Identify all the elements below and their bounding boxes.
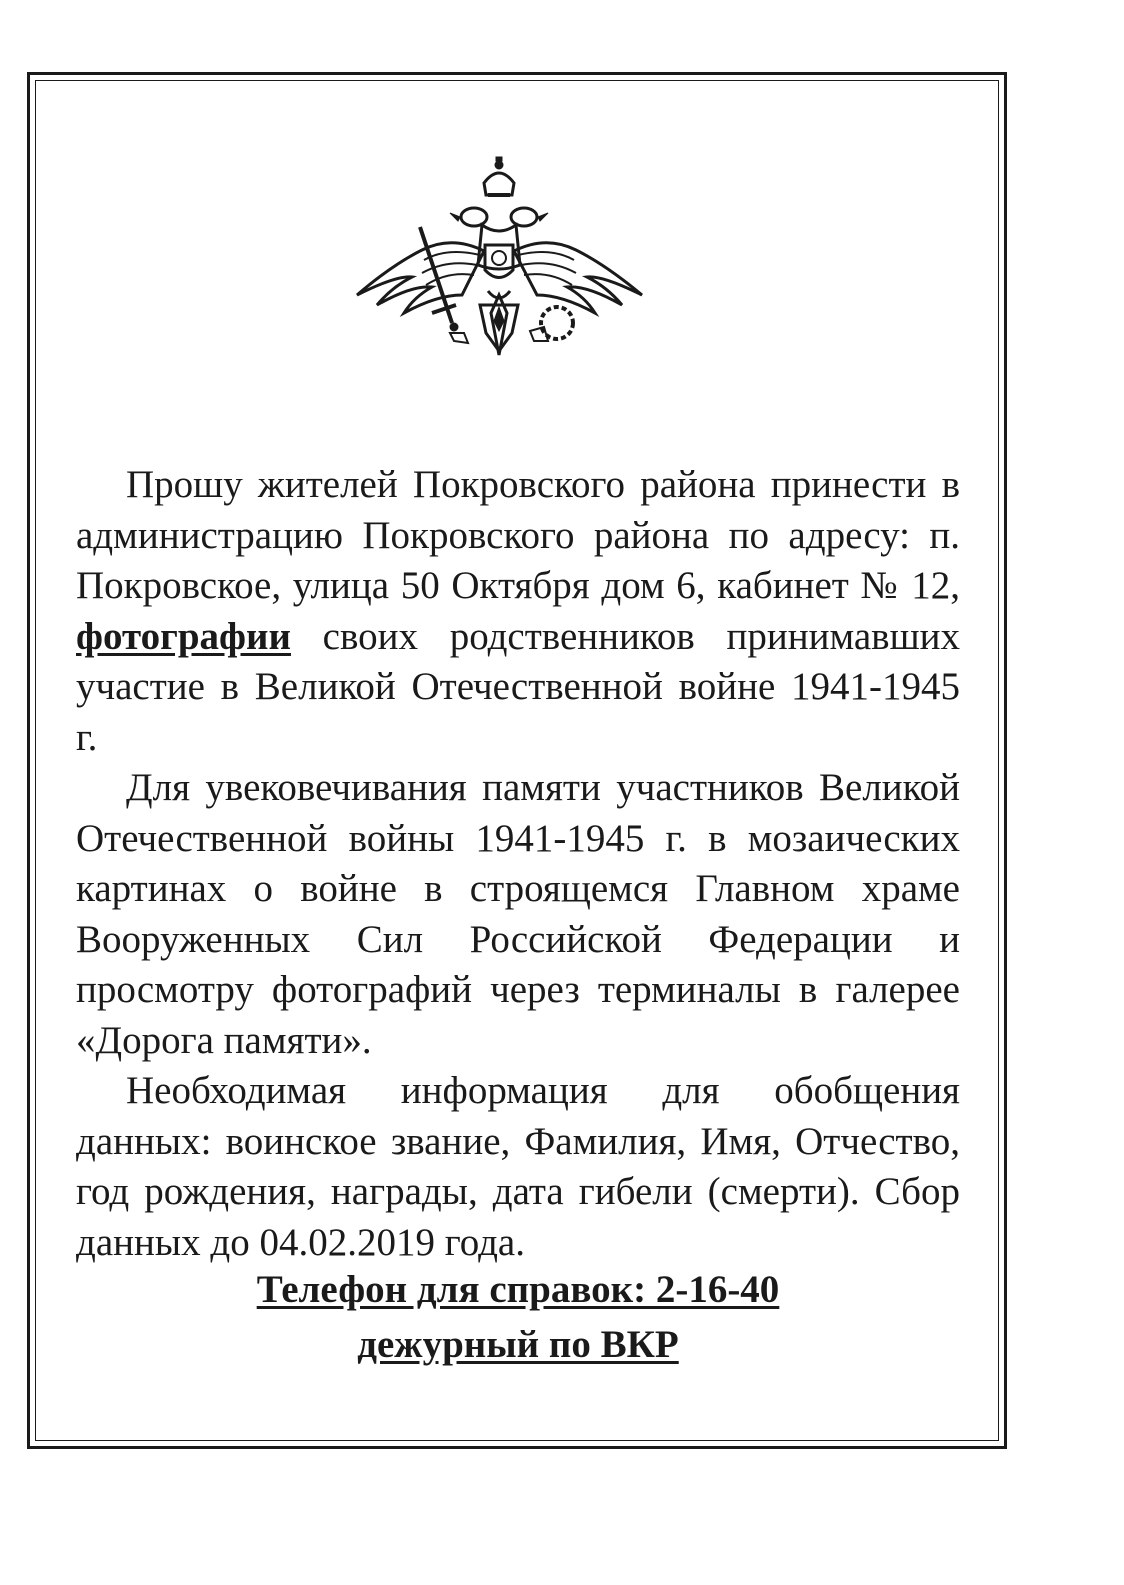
contact-phone-line: Телефон для справок: 2-16-40 [256,1268,780,1311]
notice-paragraph-purpose: Для увековечивания памяти участников Великой Отечественной войны 1941-1945 г. в мозаических картинах о войне в строящемся Главном храме Вооруженных Сил Российской Федерации и просмотру фотографий через терминалы в галерее «Дорога памяти». [76,766,960,1062]
notice-photos-emphasis: фотографии [76,614,291,658]
notice-request-tail: своих родственников принимавших участие в Великой Отечественной войне 1941-1945 г. [76,614,960,759]
notice-paragraph-info: Необходимая информация для обобщения данных: воинское звание, Фамилия, Имя, Отчество, год рождения, награды, дата гибели (смерти). Сбор данных до 04.02.2019 года. [76,1069,960,1264]
double-headed-eagle-emblem-icon [352,155,647,370]
contact-duty-line: дежурный по ВКР [357,1323,679,1366]
contact-block [76,1262,960,1372]
notice-paragraph-request [76,460,960,763]
notice-body [76,460,960,1268]
notice-request-text: Прошу жителей Покровского района принести в администрацию Покровского района по адресу: п. Покровское, улица 50 Октября дом 6, кабинет № 12, [76,463,960,607]
